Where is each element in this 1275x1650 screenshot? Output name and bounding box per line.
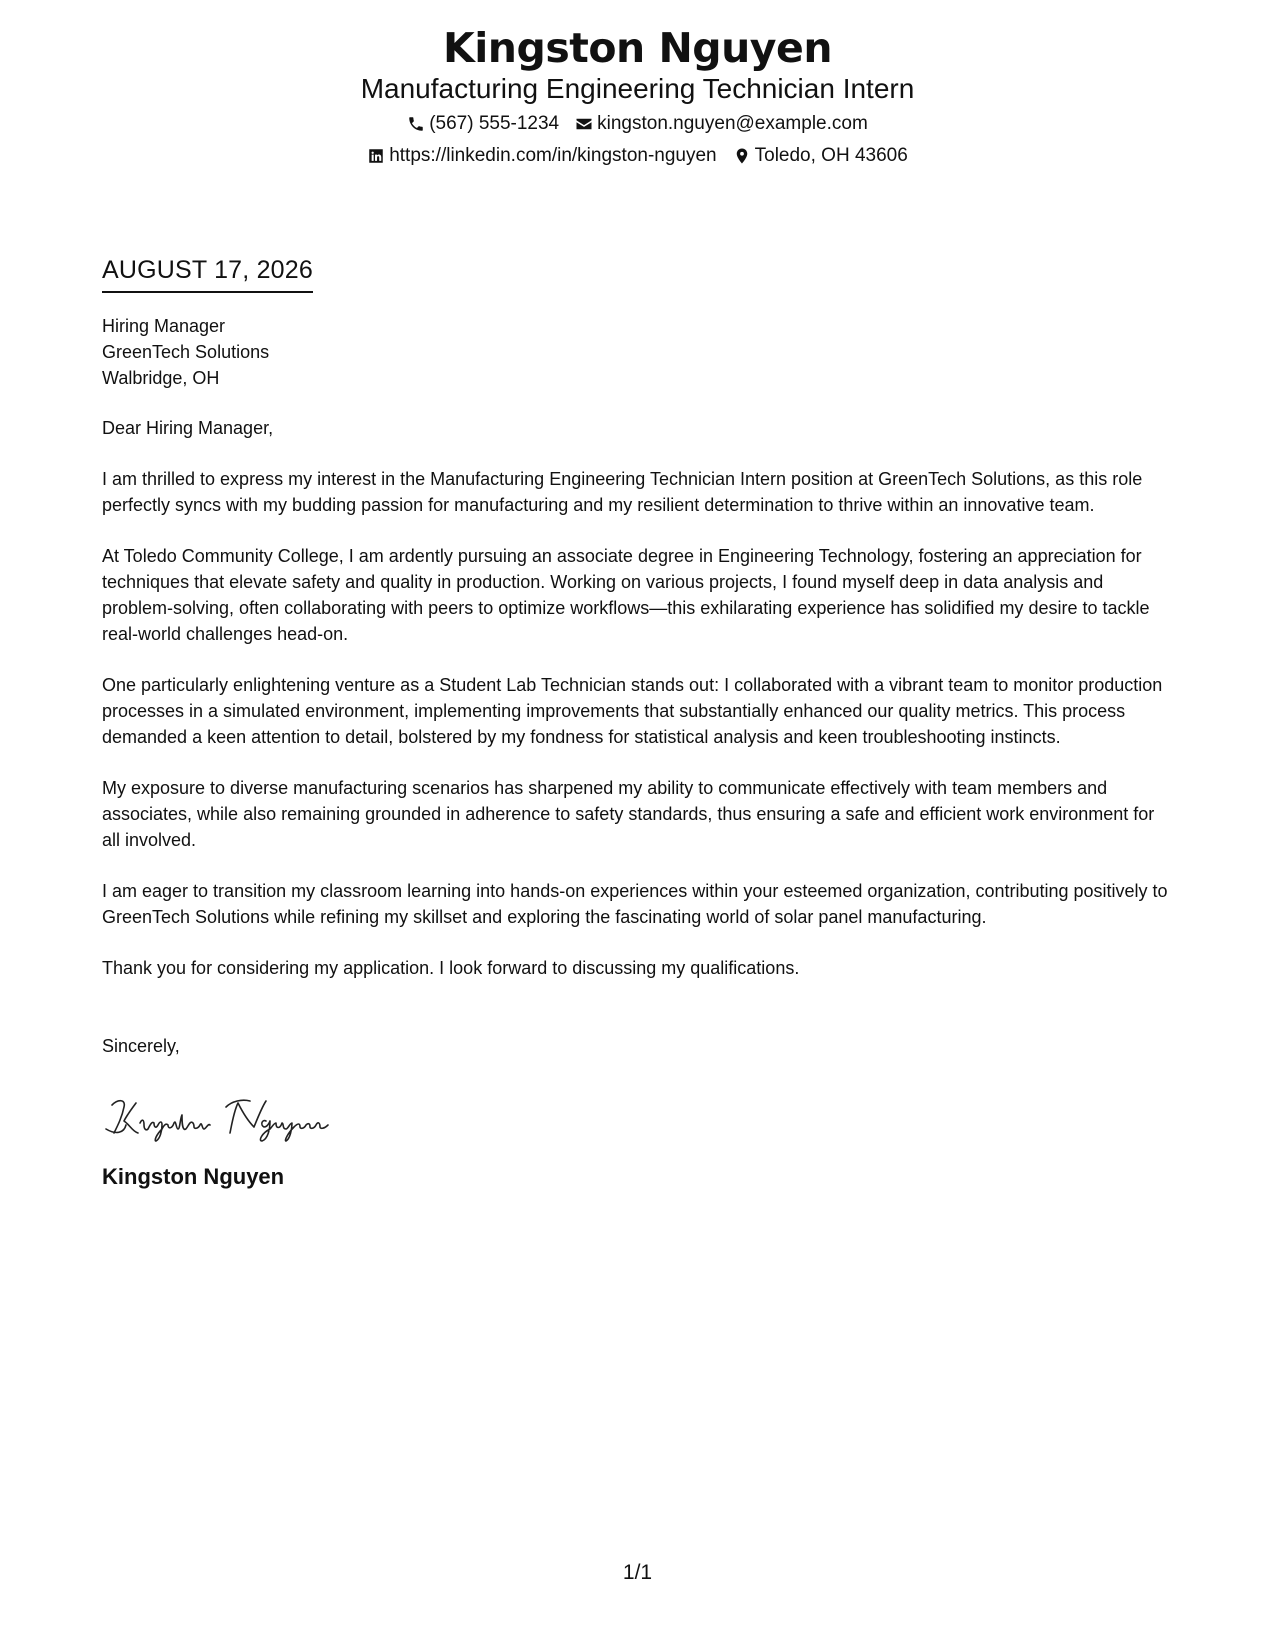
letter-date: AUGUST 17, 2026 xyxy=(102,255,313,293)
closing: Sincerely, xyxy=(102,1036,180,1056)
contact-linkedin xyxy=(367,144,716,168)
signature-graphic xyxy=(102,1089,372,1145)
applicant-name: Kingston Nguyen xyxy=(442,24,833,72)
recipient-company: GreenTech Solutions xyxy=(102,342,270,362)
letter-body xyxy=(102,255,1172,1191)
email-text: kingston.nguyen@example.com xyxy=(597,113,868,134)
phone-text: (567) 555-1234 xyxy=(429,113,560,134)
recipient-title: Hiring Manager xyxy=(102,316,226,336)
contact-row-secondary xyxy=(0,144,1275,168)
letter-header xyxy=(0,22,1275,168)
recipient-block xyxy=(102,313,1172,391)
contact-phone xyxy=(407,112,559,136)
applicant-role: Manufacturing Engineering Technician Intern xyxy=(360,73,915,104)
recipient-location: Walbridge, OH xyxy=(102,368,220,388)
paragraph-4: My exposure to diverse manufacturing scenarios has sharpened my ability to communicate effectively with team members and associates, while also remaining grounded in adherence to safety standards, thus ensuring a safe and efficient work environment for all involved. xyxy=(102,778,1155,850)
page-number: 1/1 xyxy=(622,1561,653,1584)
paragraph-2: At Toledo Community College, I am ardently pursuing an associate degree in Engineering Technology, fostering an appreciation for techniques that elevate safety and quality in production. Working on various projects, I found myself deep in data analysis and problem-solving, often collaborating with peers to optimize workflows—this exhilarating experience has solidified my desire to tackle real-world challenges head-on. xyxy=(102,546,1150,644)
linkedin-icon xyxy=(367,147,385,165)
paragraph-3: One particularly enlightening venture as a Student Lab Technician stands out: I collaborated with a vibrant team to monitor production processes in a simulated environment, implementing improvements that substantially enhanced our quality metrics. This process demanded a keen attention to detail, bolstered by my fondness for statistical analysis and keen troubleshooting instincts. xyxy=(102,675,1163,747)
salutation: Dear Hiring Manager, xyxy=(102,418,274,438)
envelope-icon xyxy=(575,115,593,133)
contact-email xyxy=(575,112,868,136)
phone-icon xyxy=(407,115,425,133)
contact-row-primary xyxy=(0,112,1275,136)
signer-name: Kingston Nguyen xyxy=(102,1164,285,1189)
contact-location xyxy=(733,144,908,168)
handwritten-signature xyxy=(102,1089,372,1145)
paragraph-1: I am thrilled to express my interest in the Manufacturing Engineering Technician Intern position at GreenTech Solutions, as this role perfectly syncs with my budding passion for manufacturing and my resilient determination to thrive within an innovative team. xyxy=(102,469,1143,515)
linkedin-text: https://linkedin.com/in/kingston-nguyen xyxy=(389,145,717,166)
location-text: Toledo, OH 43606 xyxy=(754,145,908,166)
paragraph-6: Thank you for considering my application. I look forward to discussing my qualifications. xyxy=(102,958,800,978)
map-pin-icon xyxy=(733,147,751,165)
paragraph-5: I am eager to transition my classroom learning into hands-on experiences within your esteemed organization, contributing positively to GreenTech Solutions while refining my skillset and exploring the fascinating world of solar panel manufacturing. xyxy=(102,881,1168,927)
